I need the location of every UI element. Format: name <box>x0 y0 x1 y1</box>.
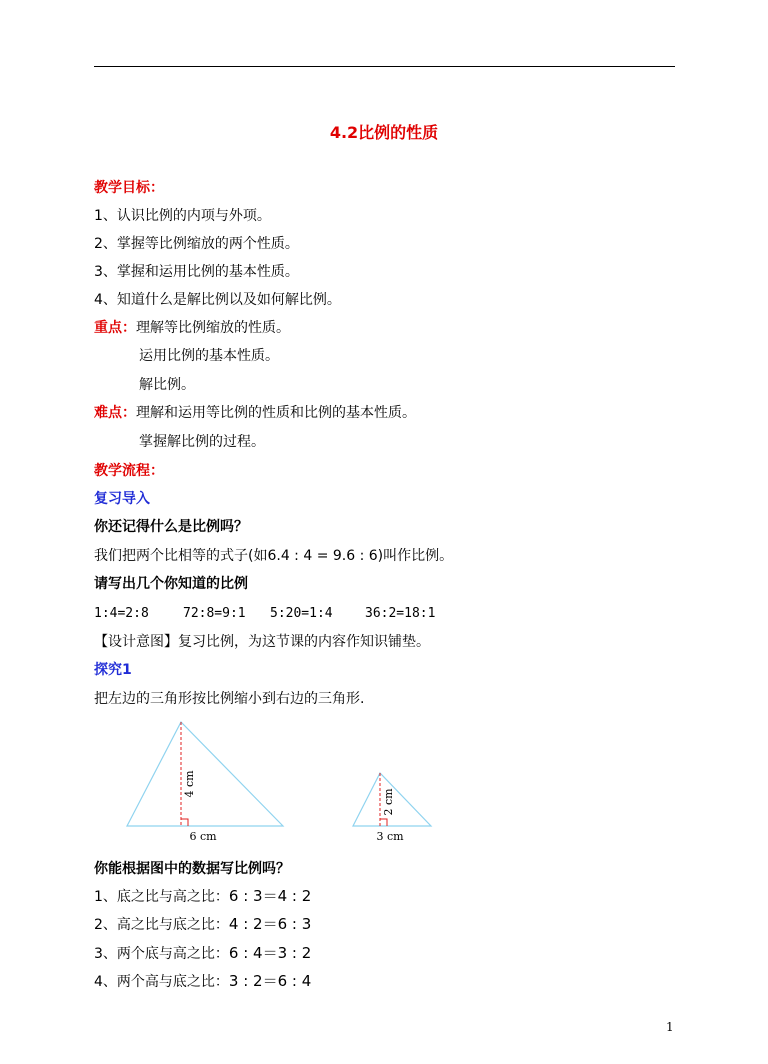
difficulty-label: 难点： <box>94 405 136 421</box>
example-ratio: 72:8=9:1 <box>183 606 246 621</box>
difficulties-row <box>94 403 416 423</box>
example-ratio: 1:4=2:8 <box>94 606 149 621</box>
large-base-label: 6 cm <box>189 830 217 843</box>
ratio-label: 2、高之比与底之比： <box>94 917 229 933</box>
review-text: 我们把两个比相等的式子(如6.4 : 4 = 9.6 : 6)叫作比例。 <box>94 548 454 564</box>
explore-text: 把左边的三角形按比例缩小到右边的三角形. <box>94 691 365 707</box>
ratio-value: 4 : 2＝6 : 3 <box>228 915 312 933</box>
example-ratio: 5:20=1:4 <box>270 606 333 621</box>
large-triangle <box>127 722 283 826</box>
key-point: 理解等比例缩放的性质。 <box>136 320 290 336</box>
explore-heading: 探究1 <box>94 662 132 678</box>
header-rule <box>94 66 675 67</box>
ratio-label: 4、两个高与底之比： <box>94 974 229 990</box>
goal-item: 1、认识比例的内项与外项。 <box>94 208 271 224</box>
goal-item: 4、知道什么是解比例以及如何解比例。 <box>94 292 341 308</box>
key-point: 运用比例的基本性质。 <box>139 348 279 364</box>
page-number: 1 <box>666 1020 674 1034</box>
ratio-label: 3、两个底与高之比： <box>94 946 229 962</box>
triangle-figure <box>120 718 440 844</box>
ratio-value: 6 : 4＝3 : 2 <box>228 944 312 962</box>
small-base-label: 3 cm <box>376 830 404 843</box>
ratio-item <box>94 943 311 964</box>
small-height-label: 2 cm <box>382 788 395 816</box>
key-point: 解比例。 <box>139 377 195 393</box>
ratio-item <box>94 886 311 907</box>
write-prompt: 请写出几个你知道的比例 <box>94 576 248 592</box>
goal-item: 3、掌握和运用比例的基本性质。 <box>94 264 299 280</box>
small-right-angle-mark <box>380 819 387 826</box>
page-title: 4.2比例的性质 <box>329 123 439 142</box>
example-ratio: 36:2=18:1 <box>365 606 436 621</box>
large-height-label: 4 cm <box>183 770 196 798</box>
ratio-item <box>94 914 311 935</box>
difficulty: 理解和运用等比例的性质和比例的基本性质。 <box>136 405 416 421</box>
ratio-value: 6 : 3＝4 : 2 <box>228 887 312 905</box>
key-label: 重点： <box>94 320 136 336</box>
design-intent: 【设计意图】复习比例，为这节课的内容作知识铺垫。 <box>94 634 430 650</box>
flow-heading: 教学流程： <box>94 463 164 479</box>
goals-heading: 教学目标： <box>94 180 164 196</box>
ratio-value: 3 : 2＝6 : 4 <box>228 972 312 990</box>
large-right-angle-mark <box>181 819 188 826</box>
review-heading: 复习导入 <box>94 491 150 507</box>
key-points-row <box>94 318 290 338</box>
ratio-question: 你能根据图中的数据写比例吗？ <box>94 861 290 877</box>
review-question: 你还记得什么是比例吗？ <box>94 519 248 535</box>
goal-item: 2、掌握等比例缩放的两个性质。 <box>94 236 299 252</box>
difficulty: 掌握解比例的过程。 <box>139 434 265 450</box>
ratio-label: 1、底之比与高之比： <box>94 889 229 905</box>
ratio-item <box>94 971 311 992</box>
